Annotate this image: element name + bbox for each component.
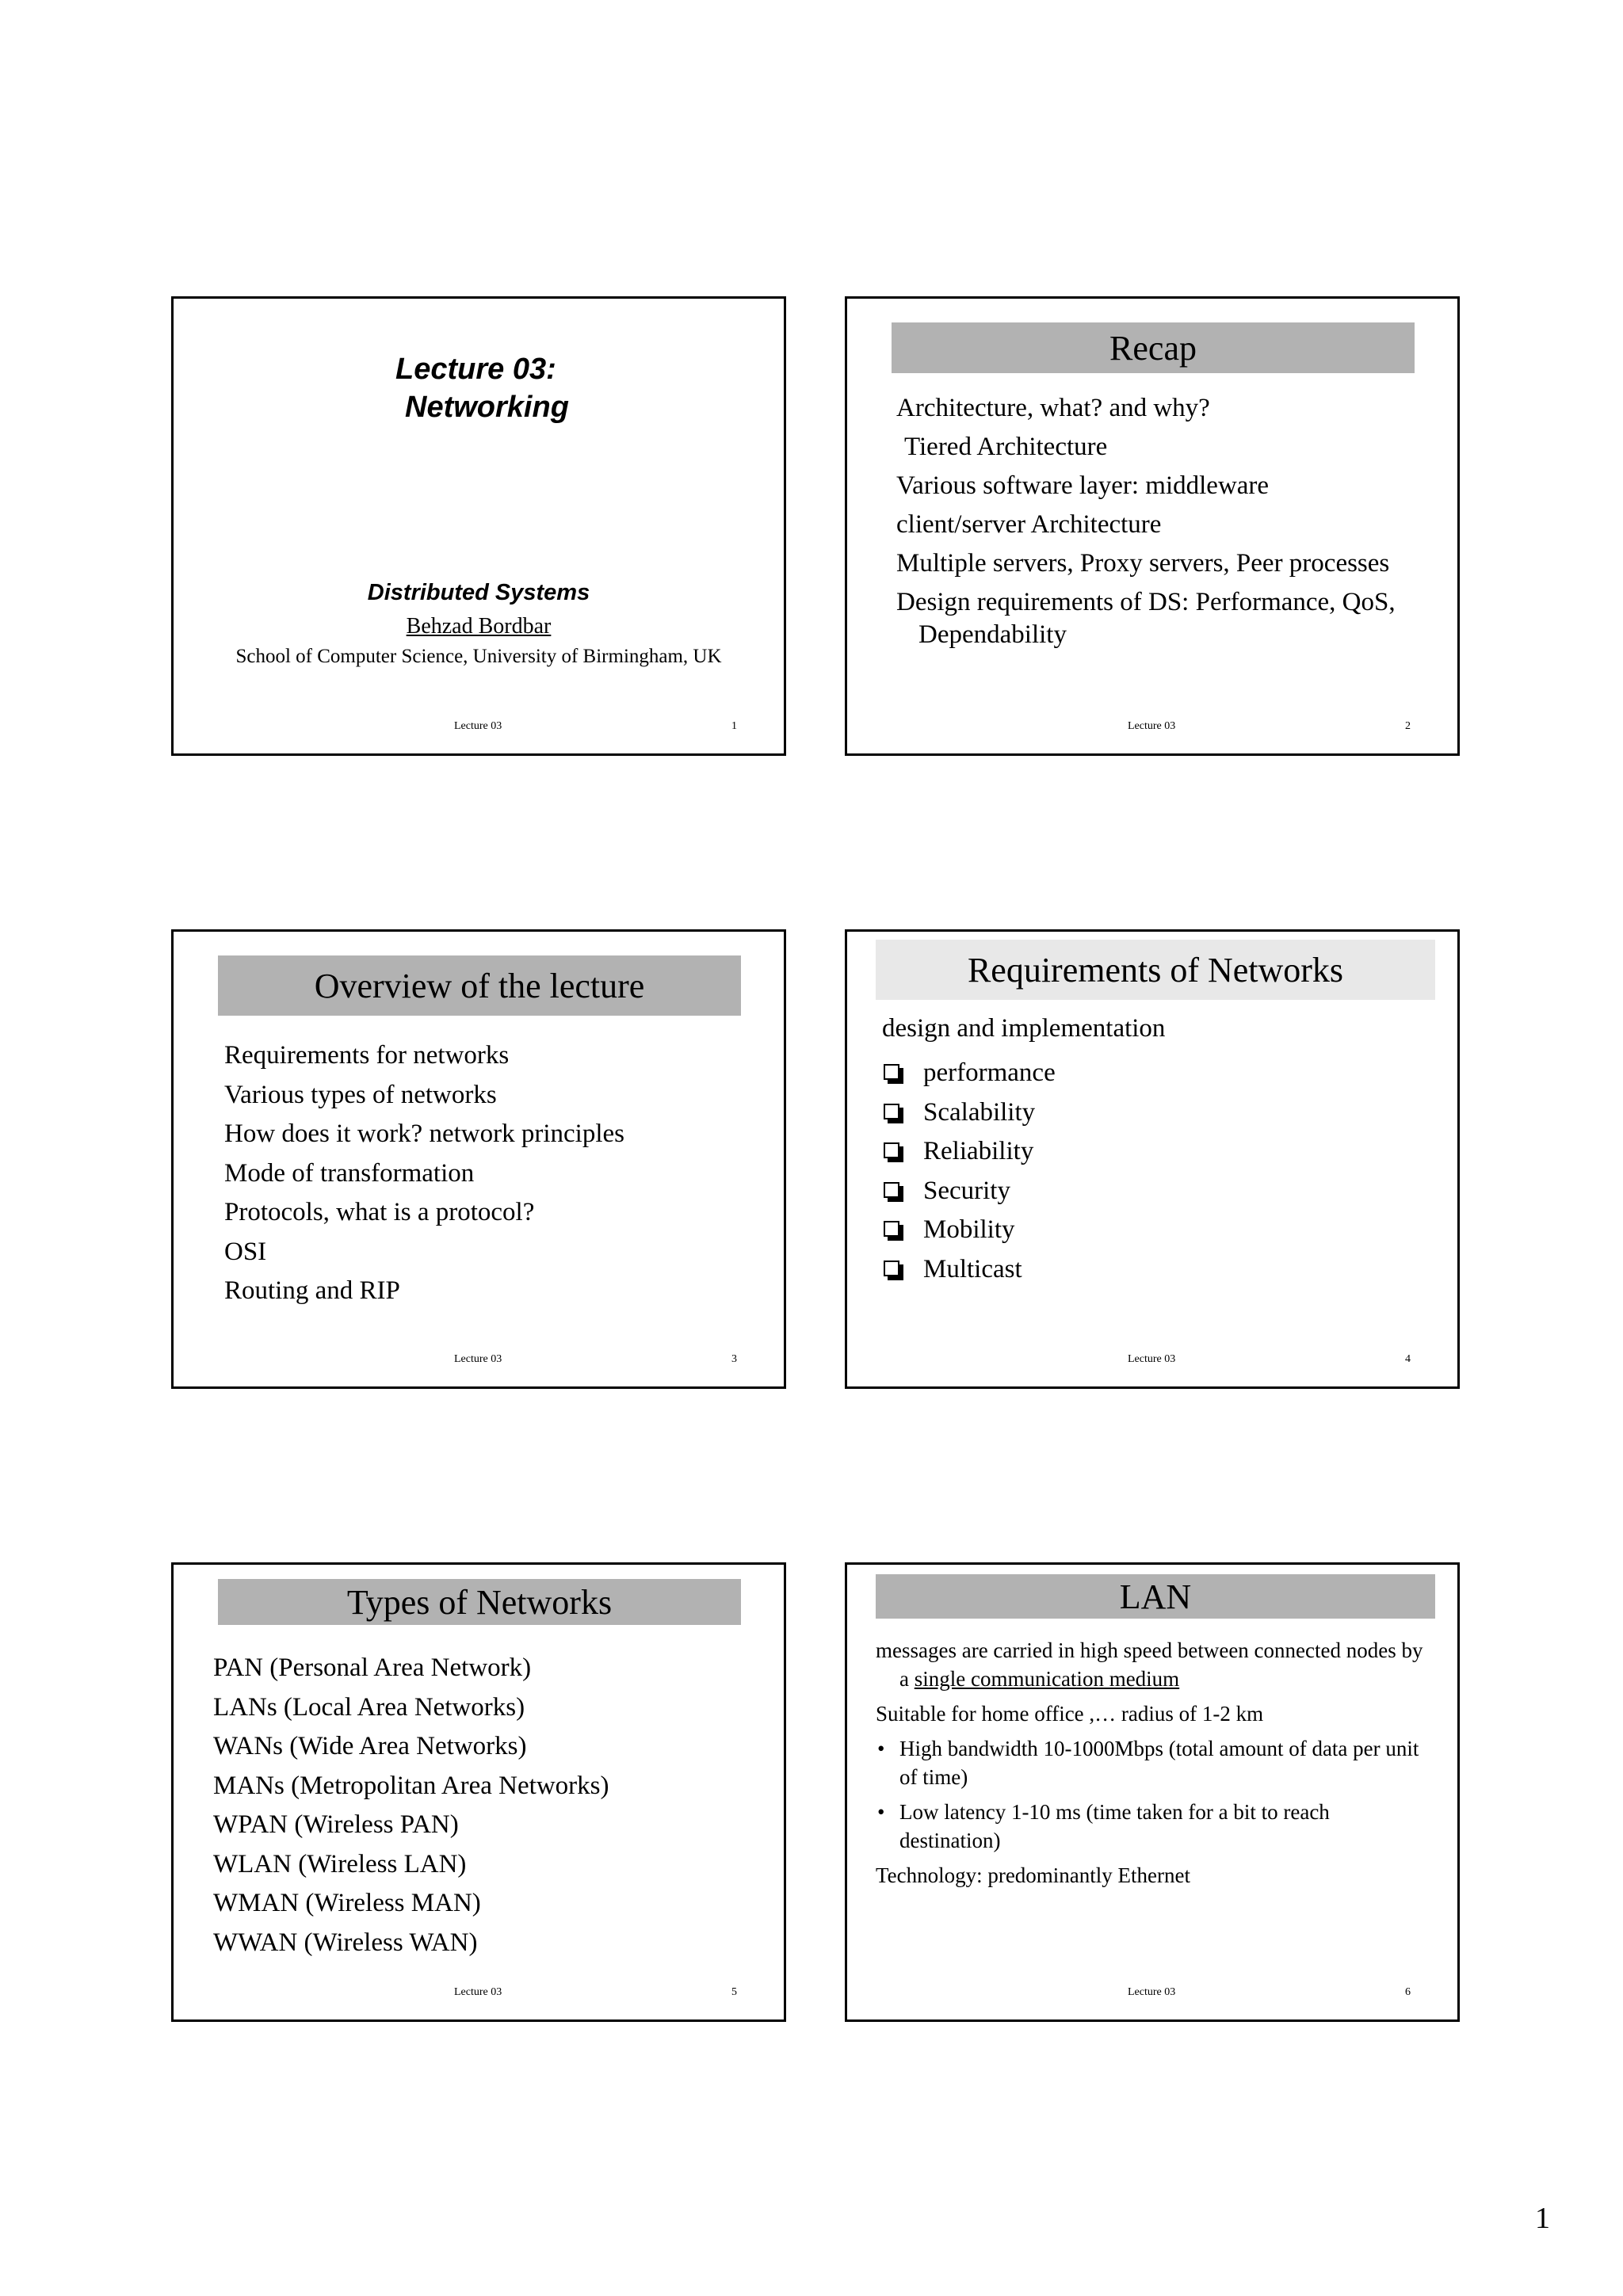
slide-heading: Recap: [892, 322, 1415, 373]
slide-footer-label: Lecture 03: [454, 1986, 502, 1998]
checkbox-bullet-icon: [884, 1182, 899, 1198]
list-item: WPAN (Wireless PAN): [213, 1810, 459, 1839]
list-item: Mobility: [882, 1211, 1056, 1250]
slide-heading: Types of Networks: [218, 1579, 741, 1625]
slide-footer-label: Lecture 03: [454, 720, 502, 732]
list-item: Multiple servers, Proxy servers, Peer processes: [896, 549, 1390, 578]
list-item: Suitable for home office ,… radius of 1-2 km: [876, 1702, 1264, 1726]
slide-footer-label: Lecture 03: [1128, 1353, 1176, 1365]
list-item: Design requirements of DS: Performance, QoS, Dependability: [896, 588, 1396, 649]
list-item: Protocols, what is a protocol?: [224, 1198, 535, 1226]
checkbox-bullet-icon: [884, 1142, 899, 1158]
slide-2: [845, 296, 1460, 756]
checkbox-bullet-icon: [884, 1261, 899, 1276]
slide-title: Lecture 03:: [395, 353, 556, 386]
list-item: Multicast: [882, 1250, 1056, 1290]
slide-number: 2: [1405, 720, 1411, 732]
course-name: Distributed Systems: [367, 580, 590, 605]
slide-heading: Overview of the lecture: [218, 955, 741, 1016]
slide-number: 4: [1405, 1353, 1411, 1365]
list-item: WLAN (Wireless LAN): [213, 1849, 467, 1878]
list-item: Tiered Architecture: [904, 433, 1108, 461]
list-item: MANs (Metropolitan Area Networks): [213, 1771, 609, 1800]
network-types-list: [213, 1649, 609, 1962]
list-item: performance: [882, 1054, 1056, 1093]
list-item: Various types of networks: [224, 1080, 497, 1109]
slide-footer-label: Lecture 03: [1128, 1986, 1176, 1998]
list-item: WWAN (Wireless WAN): [213, 1928, 478, 1957]
slide-number: 5: [731, 1986, 737, 1998]
list-item: PAN (Personal Area Network): [213, 1653, 532, 1682]
list-item: Mode of transformation: [224, 1158, 475, 1188]
list-item: messages are carried in high speed between connected nodes by a single communication medium: [876, 1638, 1423, 1691]
list-item: Various software layer: middleware: [896, 471, 1270, 500]
slide-number: 1: [731, 720, 737, 732]
list-item: Requirements for networks: [224, 1041, 510, 1070]
slide-1: [171, 296, 786, 756]
school-name: School of Computer Science, University of Birmingham, UK: [235, 646, 722, 667]
underlined-term: single communication medium: [914, 1667, 1180, 1691]
list-item: Routing and RIP: [224, 1276, 400, 1305]
author-name: Behzad Bordbar: [406, 614, 552, 639]
list-item: LANs (Local Area Networks): [213, 1692, 525, 1722]
list-item: • High bandwidth 10-1000Mbps (total amount of data per unit of time): [876, 1734, 1430, 1791]
list-item: WANs (Wide Area Networks): [213, 1732, 527, 1760]
slide-lead-text: design and implementation: [882, 1014, 1166, 1043]
lan-points: [876, 1636, 1430, 1896]
overview-list: [224, 1036, 624, 1311]
list-item: client/server Architecture: [896, 510, 1162, 539]
slide-number: 3: [731, 1353, 737, 1365]
slide-heading: Requirements of Networks: [876, 940, 1435, 1000]
recap-list: [896, 392, 1419, 658]
list-item: Security: [882, 1172, 1056, 1211]
slide-4: [845, 929, 1460, 1389]
list-item: OSI: [224, 1237, 267, 1266]
slide-footer-label: Lecture 03: [454, 1353, 502, 1365]
slide-5: [171, 1562, 786, 2022]
list-item: Architecture, what? and why?: [896, 394, 1210, 422]
list-item: • Low latency 1-10 ms (time taken for a bit to reach destination): [876, 1798, 1430, 1855]
list-item: Scalability: [882, 1093, 1056, 1133]
slide-number: 6: [1405, 1986, 1411, 1998]
list-item: How does it work? network principles: [224, 1119, 624, 1148]
page-number: 1: [1535, 2202, 1550, 2235]
slide-subtitle: Networking: [405, 391, 569, 424]
slide-heading: LAN: [876, 1574, 1435, 1619]
slide-6: [845, 1562, 1460, 2022]
checkbox-bullet-icon: [884, 1064, 899, 1080]
slide-footer-label: Lecture 03: [1128, 720, 1176, 732]
list-item: Technology: predominantly Ethernet: [876, 1863, 1190, 1887]
checkbox-bullet-icon: [884, 1221, 899, 1237]
list-item: WMAN (Wireless MAN): [213, 1889, 481, 1917]
requirements-list: [882, 1054, 1056, 1289]
list-item: Reliability: [882, 1132, 1056, 1172]
slide-3: [171, 929, 786, 1389]
checkbox-bullet-icon: [884, 1104, 899, 1119]
